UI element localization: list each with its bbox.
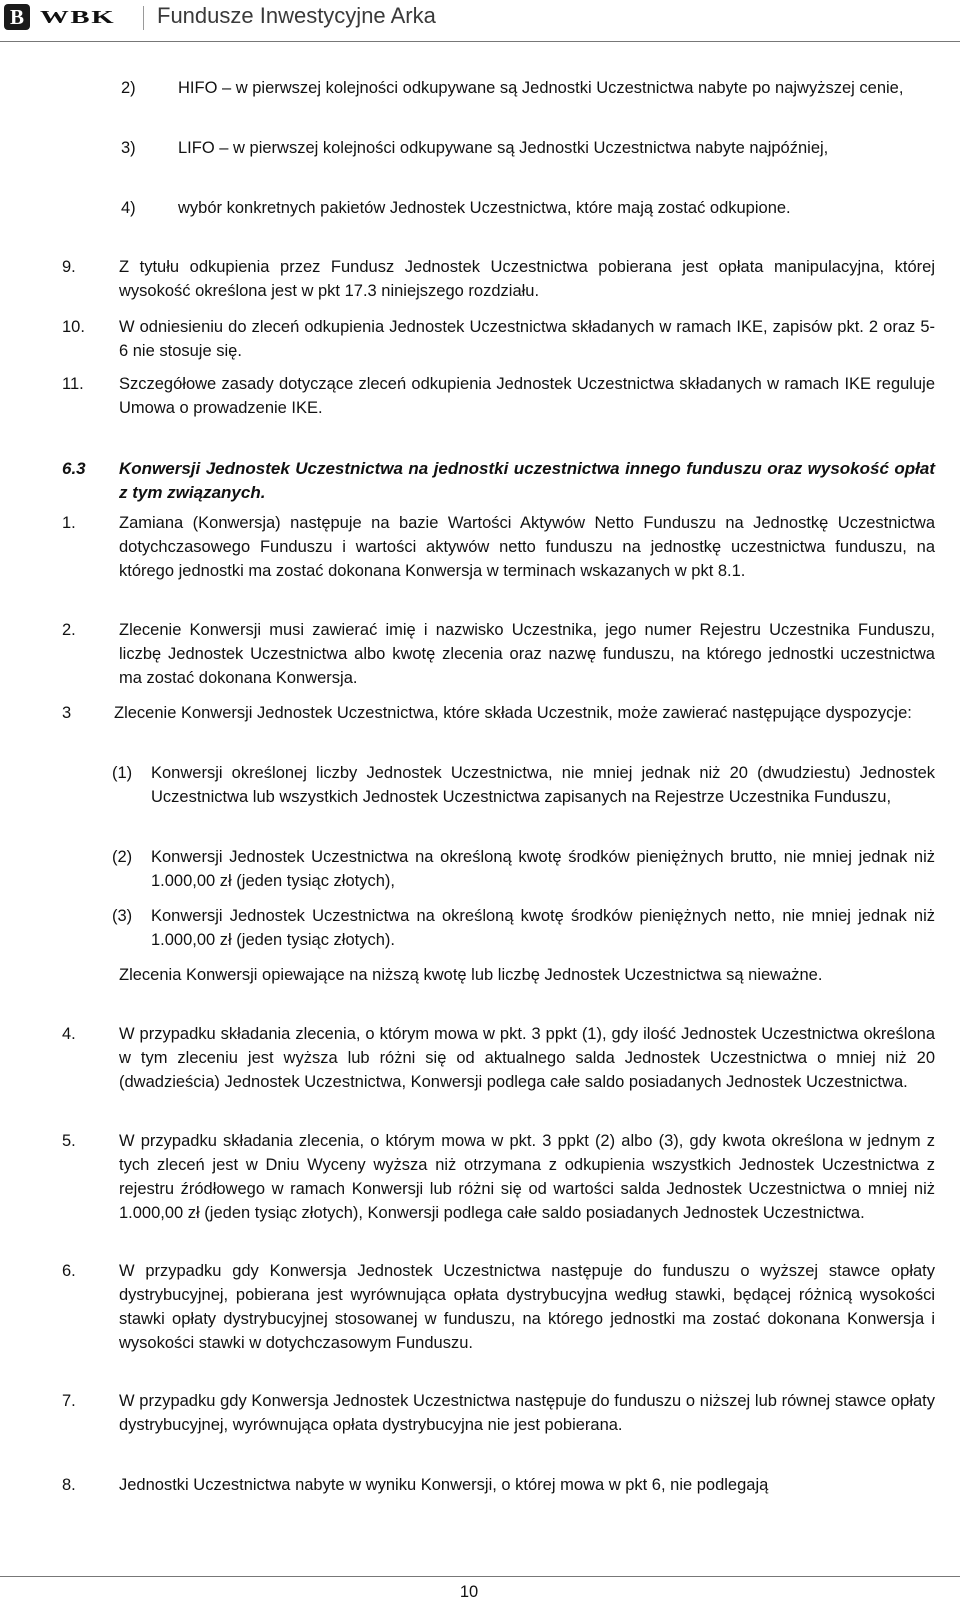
footer-rule [0, 1576, 960, 1577]
header-divider [143, 6, 144, 30]
point-text: Zamiana (Konwersja) następuje na bazie Wartości Aktywów Netto Funduszu na Jednostkę Uczestnictwa dotychczasowego Funduszu i wartości aktywów netto funduszu na jednostkę uczestnictwa funduszu, na którego jednostki ma zostać dokonana Konwersja w terminach wskazanych w pkt 8.1. [119, 514, 935, 580]
point-text: W przypadku gdy Konwersja Jednostek Uczestnictwa następuje do funduszu o wyższej stawce opłaty dystrybucyjnej, pobierana jest wyrównująca opłata dystrybucyjna według stawki, będącej różnicą wysokości stawki opłaty dystrybucyjnej stosowanej w funduszu, na którego jednostki ma zostać dokonana Konwersja i wysokości stawki w dotychczasowym Funduszu. [119, 1262, 935, 1352]
document-title: Fundusze Inwestycyjne Arka [157, 3, 436, 28]
paragraph-number: 11. [62, 375, 84, 393]
point-number: 8. [62, 1476, 76, 1494]
point-number: 4. [62, 1025, 76, 1043]
point-number: 6. [62, 1262, 76, 1280]
list-item-text: wybór konkretnych pakietów Jednostek Uczestnictwa, które mają zostać odkupione. [178, 199, 791, 217]
paragraph-number: 10. [62, 318, 85, 336]
invalid-orders-note: Zlecenia Konwersji opiewające na niższą kwotę lub liczbę Jednostek Uczestnictwa są nieważne. [119, 966, 823, 984]
paragraph-text: W odniesieniu do zleceń odkupienia Jednostek Uczestnictwa składanych w ramach IKE, zapisów pkt. 2 oraz 5-6 nie stosuje się. [119, 318, 935, 360]
point-text: W przypadku składania zlecenia, o którym mowa w pkt. 3 ppkt (1), gdy ilość Jednostek Uczestnictwa określona w tym zleceniu jest wyższa lub różni się od aktualnego salda Jednostek Uczestnictwa o mniej niż 20 (dwadzieścia) Jednostek Uczestnictwa, Konwersji podlega całe saldo posiadanych Jednostek Uczestnictwa. [119, 1025, 935, 1091]
list-item-number: 4) [121, 199, 136, 217]
disposition-number: (1) [112, 764, 133, 782]
header-rule [0, 41, 960, 42]
wbk-logo [4, 4, 116, 30]
point-number: 7. [62, 1392, 76, 1410]
list-item-number: 3) [121, 139, 136, 157]
list-item-text: LIFO – w pierwszej kolejności odkupywane są Jednostki Uczestnictwa nabyte najpóźniej, [178, 139, 829, 157]
section-heading: Konwersji Jednostek Uczestnictwa na jednostki uczestnictwa innego funduszu oraz wysokość opłat z tym związanych. [119, 459, 935, 502]
disposition-text: Konwersji Jednostek Uczestnictwa na określoną kwotę środków pieniężnych netto, nie mniej jednak niż 1.000,00 zł (jeden tysiąc złotych). [151, 907, 935, 949]
page-header [0, 0, 960, 44]
disposition-number: (3) [112, 907, 133, 925]
list-item-number: 2) [121, 79, 136, 97]
point-text: W przypadku gdy Konwersja Jednostek Uczestnictwa następuje do funduszu o niższej lub równej stawce opłaty dystrybucyjnej, wyrównująca opłata dystrybucyjna nie jest pobierana. [119, 1392, 935, 1434]
list-item-text: HIFO – w pierwszej kolejności odkupywane są Jednostki Uczestnictwa nabyte po najwyższej cenie, [178, 79, 904, 97]
bank-logo-icon [4, 4, 30, 30]
disposition-text: Konwersji określonej liczby Jednostek Uczestnictwa, nie mniej jednak niż 20 (dwudziestu) Jednostek Uczestnictwa lub wszystkich Jednostek Uczestnictwa zapisanych na Rejestrze Uczestnika Funduszu, [151, 764, 935, 806]
paragraph-number: 9. [62, 258, 76, 276]
disposition-number: (2) [112, 848, 133, 866]
disposition-text: Konwersji Jednostek Uczestnictwa na określoną kwotę środków pieniężnych brutto, nie mniej jednak niż 1.000,00 zł (jeden tysiąc złotych), [151, 848, 935, 890]
logo-mark-letter: B [9, 5, 24, 29]
point-number: 1. [62, 514, 76, 532]
section-number: 6.3 [62, 459, 86, 478]
page-number: 10 [459, 1583, 479, 1601]
point-number: 2. [62, 621, 76, 639]
point-text: Zlecenie Konwersji Jednostek Uczestnictwa, które składa Uczestnik, może zawierać następujące dyspozycje: [114, 704, 912, 722]
point-text: W przypadku składania zlecenia, o którym mowa w pkt. 3 ppkt (2) albo (3), gdy kwota określona w jednym z tych zleceń jest w Dniu Wyceny wyższa niż otrzymana z odkupienia wszystkich Jednostek Uczestnictwa z rejestru źródłowego w ramach Konwersji lub różni się od wartości salda Jednostek Uczestnictwa o mniej niż 1.000,00 zł (jeden tysiąc złotych), Konwersji podlega całe saldo posiadanych Jednostek Uczestnictwa. [119, 1132, 935, 1222]
point-text: Zlecenie Konwersji musi zawierać imię i nazwisko Uczestnika, jego numer Rejestru Uczestnika Funduszu, liczbę Jednostek Uczestnictwa albo kwotę zlecenia oraz nazwę funduszu, na którego jednostki uczestnictwa ma zostać dokonana Konwersja. [119, 621, 935, 687]
point-number: 3 [62, 704, 72, 722]
logo-wordmark: WBK [40, 6, 116, 27]
paragraph-text: Szczegółowe zasady dotyczące zleceń odkupienia Jednostek Uczestnictwa składanych w ramach IKE reguluje Umowa o prowadzenie IKE. [119, 375, 935, 417]
point-number: 5. [62, 1132, 76, 1150]
point-text: Jednostki Uczestnictwa nabyte w wyniku Konwersji, o której mowa w pkt 6, nie podlegają [119, 1476, 769, 1494]
paragraph-text: Z tytułu odkupienia przez Fundusz Jednostek Uczestnictwa pobierana jest opłata manipulacyjna, której wysokość określona jest w pkt 17.3 niniejszego rozdziału. [119, 258, 935, 300]
